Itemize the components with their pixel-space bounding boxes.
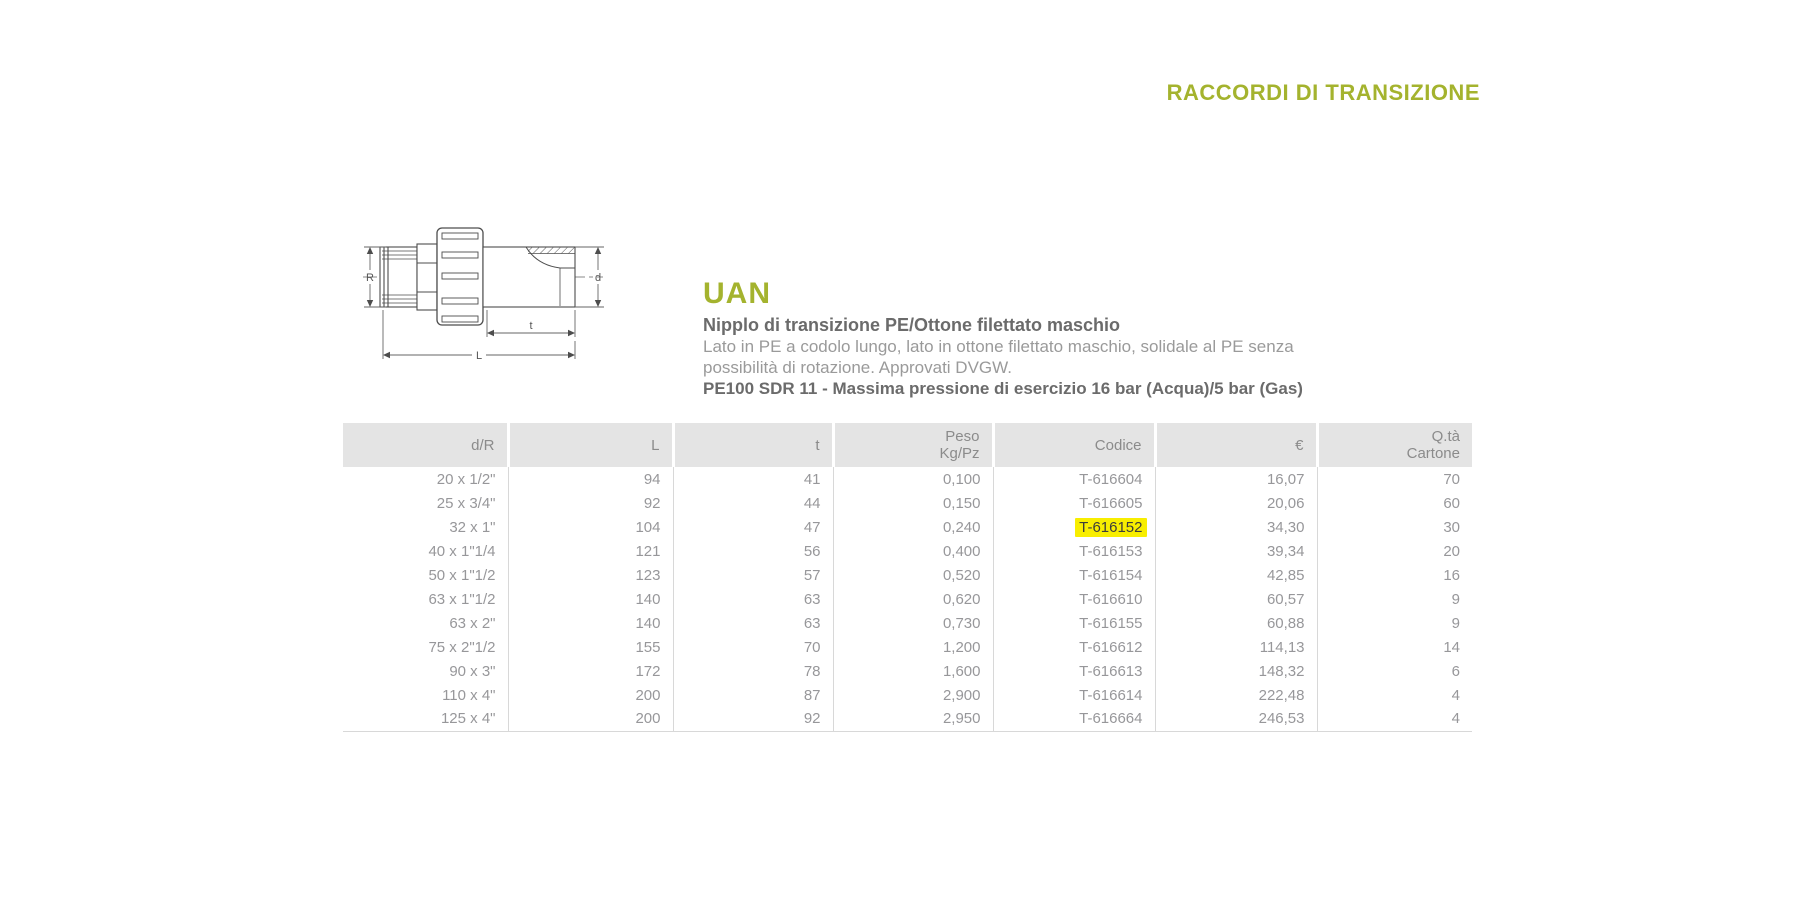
cell-r0-c6: 70 [1443, 470, 1460, 488]
collar-nut [437, 228, 483, 325]
cell-r10-c5: 246,53 [1155, 707, 1317, 731]
cell-r3-c2: 56 [673, 539, 833, 563]
dimension-label-r: R [366, 272, 374, 284]
cell-r2-c0: 32 x 1" [343, 515, 508, 539]
cell-r8-c6: 6 [1451, 662, 1460, 680]
cell-r6-c6: 9 [1451, 614, 1460, 632]
cell-r9-c6: 4 [1451, 686, 1460, 704]
cell-r8-c4: T-616613 [993, 659, 1155, 683]
cell-r2-c5: 34,30 [1155, 515, 1317, 539]
header-row [343, 423, 1472, 467]
column-header-0: d/R [343, 423, 508, 467]
cell-r7-c4: T-616612 [993, 635, 1155, 659]
cell-r3-c1: 121 [508, 539, 673, 563]
table-row [343, 563, 1472, 587]
table-row [343, 707, 1472, 731]
cell-r4-c0: 50 x 1"1/2 [343, 563, 508, 587]
column-header-5: € [1155, 423, 1317, 467]
cell-r9-c3: 2,900 [833, 683, 993, 707]
spec-table-header [343, 423, 1472, 467]
cell-r10-c2: 92 [673, 707, 833, 731]
cell-r1-c2: 44 [673, 491, 833, 515]
column-header-6: Q.tà Cartone [1317, 423, 1472, 467]
cell-r5-c1: 140 [508, 587, 673, 611]
cell-r3-c5: 39,34 [1155, 539, 1317, 563]
cell-r0-c5: 16,07 [1155, 467, 1317, 491]
cell-r9-c1: 200 [508, 683, 673, 707]
cell-r1-c6: 60 [1443, 494, 1460, 512]
cell-r10-c4: T-616664 [993, 707, 1155, 731]
cell-r7-c2: 70 [673, 635, 833, 659]
table-row [343, 611, 1472, 635]
cell-r7-c3: 1,200 [833, 635, 993, 659]
cell-r4-c6: 16 [1443, 566, 1460, 584]
table-row [343, 635, 1472, 659]
product-description [703, 336, 1423, 378]
cell-r0-c3: 0,100 [833, 467, 993, 491]
description-line-1: Lato in PE a codolo lungo, lato in ottone filettato maschio, solidale al PE senza [703, 337, 1294, 356]
cell-r10-c1: 200 [508, 707, 673, 731]
cell-r4-c5: 42,85 [1155, 563, 1317, 587]
cell-r1-c1: 92 [508, 491, 673, 515]
cell-r3-c6: 20 [1443, 542, 1460, 560]
table-row [343, 587, 1472, 611]
cell-r10-c0: 125 x 4" [343, 707, 508, 731]
description-line-2: possibilità di rotazione. Approvati DVGW. [703, 358, 1012, 377]
cell-r9-c0: 110 x 4" [343, 683, 508, 707]
cell-r2-c2: 47 [673, 515, 833, 539]
cell-r7-c5: 114,13 [1155, 635, 1317, 659]
cell-r5-c0: 63 x 1"1/2 [343, 587, 508, 611]
threaded-end [380, 247, 417, 307]
dimension-label-d: d [594, 272, 602, 284]
cell-r6-c0: 63 x 2" [343, 611, 508, 635]
cell-r8-c5: 148,32 [1155, 659, 1317, 683]
cell-r0-c0: 20 x 1/2" [343, 467, 508, 491]
cell-r1-c3: 0,150 [833, 491, 993, 515]
table-row [343, 659, 1472, 683]
cell-r4-c4: T-616154 [993, 563, 1155, 587]
technical-drawing-fitting [290, 185, 630, 385]
cell-r1-c4: T-616605 [993, 491, 1155, 515]
table-row [343, 467, 1472, 491]
cell-r6-c4: T-616155 [993, 611, 1155, 635]
pressure-note: PE100 SDR 11 - Massima pressione di esercizio 16 bar (Acqua)/5 bar (Gas) [703, 379, 1303, 398]
cell-r2-c1: 104 [508, 515, 673, 539]
cell-r2-c6: 30 [1443, 518, 1460, 536]
cell-r8-c0: 90 x 3" [343, 659, 508, 683]
cell-r0-c4: T-616604 [993, 467, 1155, 491]
cell-r4-c3: 0,520 [833, 563, 993, 587]
cell-r7-c6: 14 [1443, 638, 1460, 656]
cell-r2-c3: 0,240 [833, 515, 993, 539]
cell-r6-c2: 63 [673, 611, 833, 635]
table-row [343, 683, 1472, 707]
cell-r8-c2: 78 [673, 659, 833, 683]
cell-r0-c2: 41 [673, 467, 833, 491]
cell-r2-c4 [993, 515, 1155, 539]
hex-nut [417, 244, 437, 310]
cell-r5-c2: 63 [673, 587, 833, 611]
cell-r5-c5: 60,57 [1155, 587, 1317, 611]
column-header-4: Codice [993, 423, 1155, 467]
product-info [703, 278, 1423, 399]
cell-r6-c5: 60,88 [1155, 611, 1317, 635]
product-name: UAN [703, 277, 771, 310]
dimension-label-t: t [529, 320, 533, 332]
cell-r5-c6: 9 [1451, 590, 1460, 608]
table-row [343, 539, 1472, 563]
cell-r3-c0: 40 x 1"1/4 [343, 539, 508, 563]
cell-r4-c1: 123 [508, 563, 673, 587]
cell-r3-c3: 0,400 [833, 539, 993, 563]
column-header-2: t [673, 423, 833, 467]
cell-r1-c0: 25 x 3/4" [343, 491, 508, 515]
cell-r5-c4: T-616610 [993, 587, 1155, 611]
cell-r7-c1: 155 [508, 635, 673, 659]
cell-r9-c4: T-616614 [993, 683, 1155, 707]
dimension-label-l: L [475, 350, 483, 362]
cell-r10-c3: 2,950 [833, 707, 993, 731]
cell-r6-c3: 0,730 [833, 611, 993, 635]
column-header-3: Peso Kg/Pz [833, 423, 993, 467]
cell-r5-c3: 0,620 [833, 587, 993, 611]
cell-r9-c2: 87 [673, 683, 833, 707]
spec-table-body [343, 467, 1472, 731]
pe-pipe-end [483, 247, 575, 307]
cell-r1-c5: 20,06 [1155, 491, 1317, 515]
cell-r8-c1: 172 [508, 659, 673, 683]
cell-r4-c2: 57 [673, 563, 833, 587]
table-row [343, 491, 1472, 515]
cell-r8-c3: 1,600 [833, 659, 993, 683]
column-header-1: L [508, 423, 673, 467]
spec-table [343, 423, 1472, 732]
highlighted-code: T-616152 [1075, 518, 1146, 537]
section-heading: RACCORDI DI TRANSIZIONE [1166, 80, 1480, 105]
product-subtitle: Nipplo di transizione PE/Ottone filettato maschio [703, 315, 1121, 335]
table-row [343, 515, 1472, 539]
cell-r3-c4: T-616153 [993, 539, 1155, 563]
cell-r9-c5: 222,48 [1155, 683, 1317, 707]
cell-r7-c0: 75 x 2"1/2 [343, 635, 508, 659]
cell-r6-c1: 140 [508, 611, 673, 635]
cell-r10-c6: 4 [1317, 707, 1472, 731]
cell-r0-c1: 94 [508, 467, 673, 491]
